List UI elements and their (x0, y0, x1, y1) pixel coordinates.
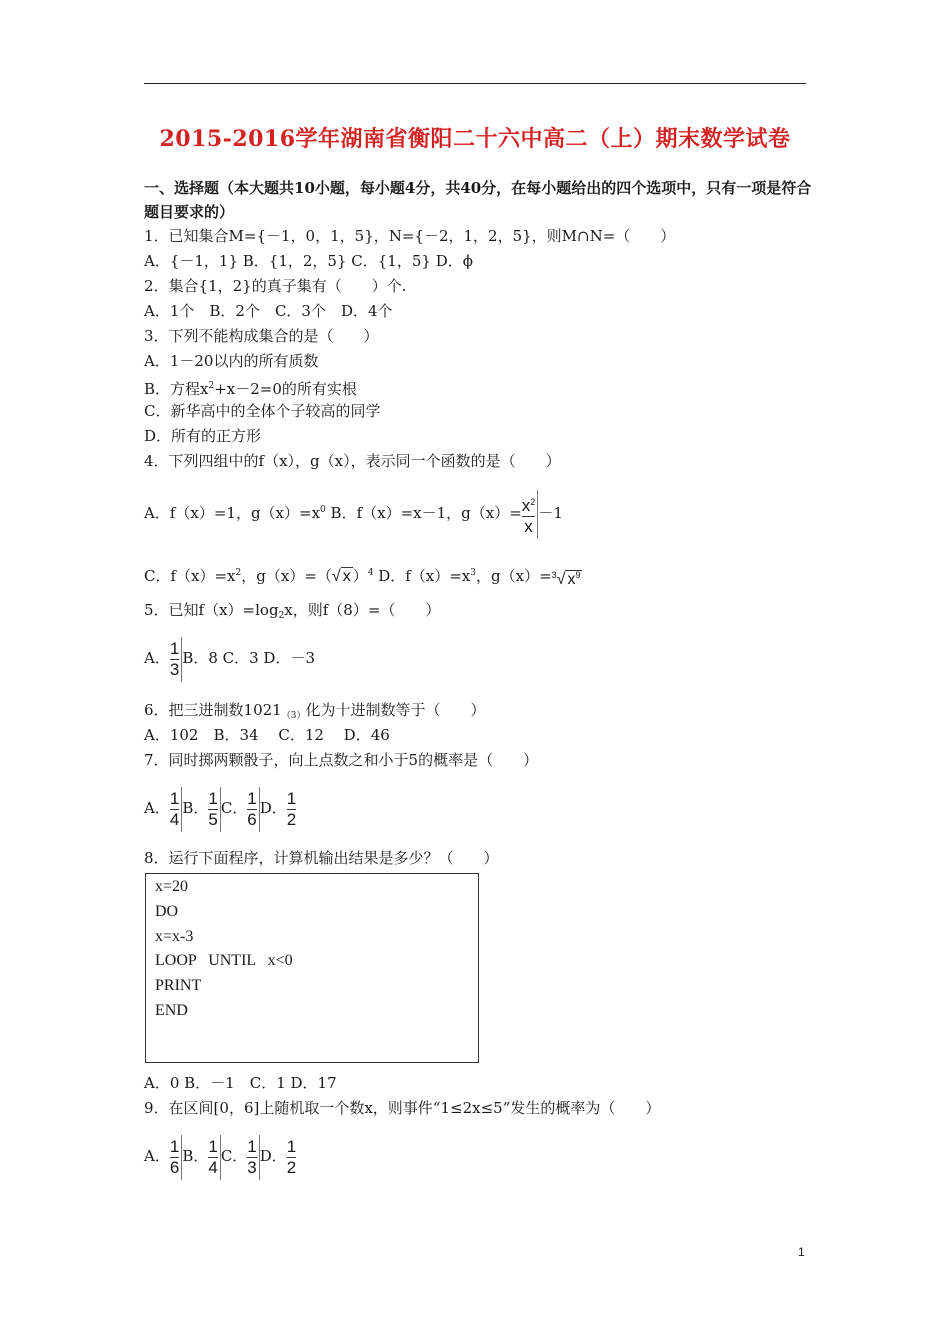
fraction-option-b: $\frac{1}{5}$ (208, 789, 220, 830)
question-5: 5．已知$f(x)=\log_2x$，则f（8）=（ ） (144, 601, 441, 621)
section-heading: 一、选择题（本大题共10小题，每小题4分，共40分，在每小题给出的四个选项中，只有一项是符合题目要求的） (144, 179, 812, 221)
question-1: 1．已知集合M={－1，0，1，5}，N={－2，1，2，5}，则M∩N=（ ） (144, 227, 676, 245)
fraction-option-d: $\frac{1}{2}$ (286, 1136, 297, 1177)
question-8-options: A．0 B．－1 C．1 D．17 (144, 1074, 337, 1092)
question-4-options-ab: A．f（x）=1，$g(x)=x^0$ B．f（x）=x－1，g（x）= $\frac{x^2}{x}$ －1 (144, 488, 563, 537)
sqrt-x: √ x (331, 568, 351, 585)
page-title: 2015-2016学年湖南省衡阳二十六中高二（上）期末数学试卷 (159, 126, 791, 152)
question-7-options: A． $\frac{1}{4}$ B． $\frac{1}{5}$ C． $\frac{1}{6}$ D． $\frac{1}{2}$ (144, 786, 299, 830)
question-6-options: A．102 B．34 C．12 D．46 (144, 726, 390, 744)
program-line: DO (155, 903, 179, 920)
question-8: 8．运行下面程序，计算机输出结果是多少？（ ） (144, 849, 499, 867)
question-3-option-d: D．所有的正方形 (144, 427, 262, 445)
cube-root-x9: $^3$√ $x^9$ (551, 569, 581, 588)
question-6: 6．把三进制数$1021_{(3)}$化为十进制数等于（ ） (144, 701, 486, 721)
question-3-option-c: C．新华高中的全体个子较高的同学 (144, 402, 381, 420)
question-9: 9．在区间[0，6]上随机取一个数x，则事件“1≤2x≤5”发生的概率为（ ） (144, 1099, 661, 1117)
fraction-option-c: $\frac{1}{3}$ (247, 1137, 259, 1178)
question-3-option-a: A．1－20以内的所有质数 (144, 352, 319, 370)
program-line: LOOP UNTIL x<0 (155, 952, 293, 969)
program-line: PRINT (155, 977, 202, 994)
program-box (145, 873, 479, 1063)
question-7: 7．同时掷两颗骰子，向上点数之和小于5的概率是（ ） (144, 751, 539, 769)
question-9-options: A． $\frac{1}{6}$ B． $\frac{1}{4}$ C． $\frac{1}{3}$ D． $\frac{1}{2}$ (144, 1134, 299, 1178)
program-line: x=20 (155, 878, 189, 895)
fraction-option-b: $\frac{1}{4}$ (208, 1137, 220, 1178)
question-4: 4．下列四组中的f（x），g（x），表示同一个函数的是（ ） (144, 452, 561, 470)
fraction-x2-over-x: $\frac{x^2}{x}$ (522, 492, 539, 537)
fraction-option-d: $\frac{1}{2}$ (286, 788, 297, 829)
question-1-options: A．{－1，1} B．{1，2，5} C．{1，5} D．ϕ (144, 252, 473, 270)
question-2: 2．集合{1，2}的真子集有（ ）个. (144, 277, 407, 295)
question-5-options: A． $\frac{1}{3}$ B．8 C．3 D．－3 (144, 638, 316, 679)
header-rule (144, 83, 806, 84)
program-line: x=x-3 (155, 928, 194, 945)
question-2-options: A．1个 B．2个 C．3个 D．4个 (144, 302, 393, 320)
question-3: 3．下列不能构成集合的是（ ） (144, 327, 379, 345)
question-3-option-b: B．方程$x^2+x-2=0$的所有实根 (144, 380, 357, 398)
fraction-option-c: $\frac{1}{6}$ (247, 789, 259, 830)
fraction-one-third: $\frac{1}{3}$ (170, 639, 182, 680)
fraction-option-a: $\frac{1}{6}$ (170, 1137, 182, 1178)
fraction-option-a: $\frac{1}{4}$ (170, 789, 182, 830)
page-number: 1 (798, 1245, 805, 1259)
question-4-options-cd: C．$f(x)=x^2$，g（x）=（√ x ）$^4$ D．$f(x)=x^3$，g（x）=$^3$√ $x^9$ (144, 560, 582, 593)
program-line: END (155, 1002, 188, 1019)
